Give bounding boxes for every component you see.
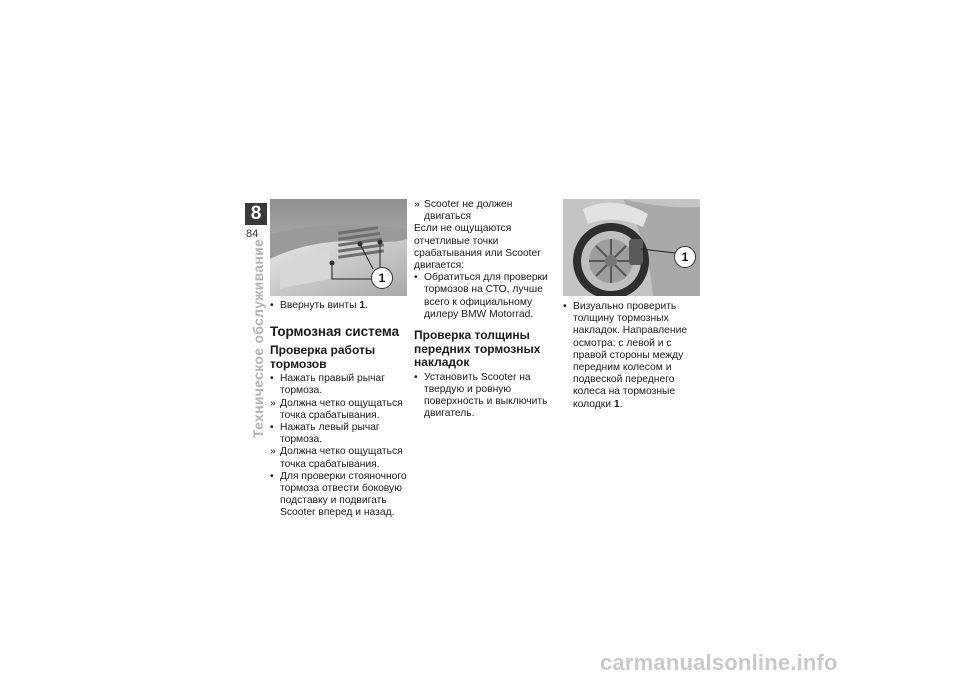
- step-item: [414, 272, 554, 321]
- step-text: Визуально проверить толщину тормозных накладок. Направление осмотра: с левой и с правой стороны между передним колесом и подвеской переднего колеса на тормозные колодки: [573, 301, 688, 410]
- step-text: Обратиться для проверки тормозов на СТО, лучше всего к официальному дилеру BMW Motorrad.: [424, 272, 548, 320]
- paragraph: Если не ощущаются отчетливые точки срабатывания или Scooter двигается:: [414, 223, 541, 272]
- step-text: Нажать левый рычаг тормоза.: [280, 422, 380, 446]
- step-text-end: .: [619, 398, 623, 410]
- step-text: Для проверки стояночного тормоза отвести боковую подставку и подвигать Scooter вперед и назад.: [280, 470, 407, 519]
- step-text: Ввернуть винты: [280, 300, 360, 311]
- section-heading: Тормозная система: [270, 324, 400, 340]
- step-item: [563, 301, 703, 411]
- result-item: [270, 398, 410, 422]
- step-text: Нажать правый рычаг тормоза.: [280, 373, 385, 397]
- chapter-side-title: Техническое обслуживание: [250, 238, 266, 438]
- result-text: Должна четко ощущаться точка срабатывания.: [280, 446, 403, 470]
- text-column-1: [270, 300, 410, 520]
- step-item: [270, 422, 410, 446]
- watermark: carmanualsonline.info: [600, 650, 838, 675]
- bullet-marker: •: [414, 371, 418, 383]
- step-text-end: .: [365, 300, 368, 311]
- result-item: [270, 446, 410, 470]
- side-panel-photo: [270, 199, 407, 296]
- screw-callout: 1: [371, 267, 393, 289]
- result-marker: »: [270, 397, 276, 409]
- step-item: [270, 373, 410, 397]
- bullet-marker: •: [414, 272, 418, 284]
- text-column-3: [563, 301, 703, 411]
- result-marker: »: [270, 446, 276, 458]
- subsection-heading: Проверка толщины передних тормозных накладок: [414, 328, 541, 370]
- page-number: 84: [246, 228, 259, 240]
- step-item: [414, 372, 554, 421]
- bullet-marker: •: [270, 470, 274, 482]
- bullet-marker: •: [270, 422, 274, 434]
- step-item: [270, 471, 410, 520]
- bullet-marker: •: [270, 373, 274, 385]
- bullet-marker: •: [270, 300, 274, 311]
- step-text: Установить Scooter на твердую и ровную поверхность и выключить двигатель.: [424, 371, 548, 420]
- result-marker: »: [414, 199, 420, 210]
- text-column-2: [414, 199, 554, 420]
- result-text: Должна четко ощущаться точка срабатывания.: [280, 397, 403, 421]
- reference-number: 1: [359, 300, 366, 311]
- brake-pad-callout: 1: [674, 246, 696, 268]
- step-screw-in: [270, 300, 410, 312]
- subsection-heading: Проверка работы тормозов: [270, 343, 376, 371]
- chapter-number: 8: [245, 203, 267, 225]
- front-wheel-photo: [563, 199, 700, 296]
- result-item: [414, 199, 554, 223]
- bullet-marker: •: [563, 301, 567, 312]
- reference-number: 1: [613, 398, 620, 410]
- result-text: Scooter не должен двигаться: [424, 199, 513, 223]
